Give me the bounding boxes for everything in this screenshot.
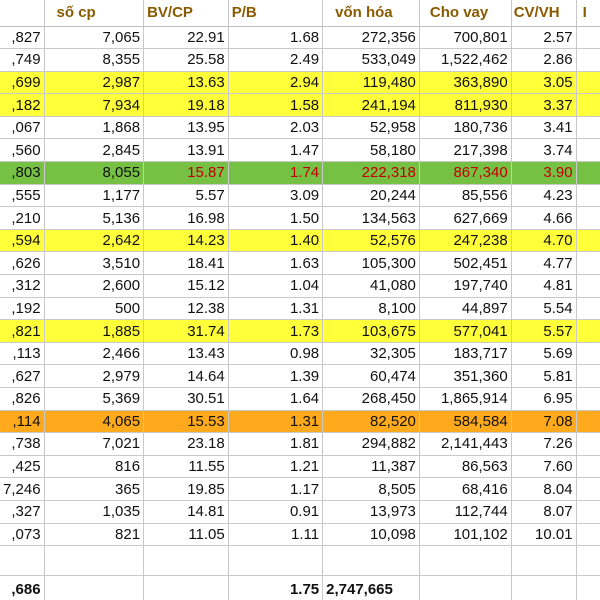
table-row (0, 433, 600, 456)
table-cell[interactable]: 2,845 (44, 139, 144, 162)
table-cell[interactable]: 5.54 (511, 297, 576, 320)
table-cell[interactable]: 247,238 (419, 229, 511, 252)
header-cell[interactable]: P/B (228, 0, 322, 26)
table-cell[interactable] (576, 49, 600, 72)
table-cell[interactable] (576, 162, 600, 185)
table-cell[interactable]: ,192 (0, 297, 44, 320)
table-cell[interactable] (576, 275, 600, 298)
table-cell[interactable]: 1.74 (228, 162, 322, 185)
table-cell[interactable]: 816 (44, 455, 144, 478)
table-cell[interactable]: 6.95 (511, 388, 576, 411)
table-cell[interactable]: 13,973 (323, 500, 420, 523)
table-cell[interactable]: 1.17 (228, 478, 322, 501)
table-cell[interactable] (576, 478, 600, 501)
table-cell[interactable]: ,555 (0, 184, 44, 207)
table-cell[interactable] (576, 523, 600, 546)
table-cell[interactable]: 13.43 (144, 342, 229, 365)
table-cell[interactable]: 1,868 (44, 116, 144, 139)
table-cell[interactable]: 11.05 (144, 523, 229, 546)
table-row (0, 162, 600, 185)
table-cell[interactable]: 2.94 (228, 71, 322, 94)
header-row (0, 0, 600, 26)
total-cell[interactable] (511, 576, 576, 600)
total-cell[interactable]: 2,747,665 (323, 576, 420, 600)
table-cell[interactable] (511, 546, 576, 576)
table-cell[interactable]: 12.38 (144, 297, 229, 320)
table-cell[interactable]: 1.58 (228, 94, 322, 117)
table-cell[interactable]: 16.98 (144, 207, 229, 230)
table-cell[interactable]: 533,049 (323, 49, 420, 72)
table-cell[interactable]: 577,041 (419, 320, 511, 343)
table-cell[interactable]: 68,416 (419, 478, 511, 501)
table-row (0, 523, 600, 546)
table-cell[interactable] (576, 252, 600, 275)
table-cell[interactable]: ,594 (0, 229, 44, 252)
table-cell[interactable]: 584,584 (419, 410, 511, 433)
table-cell[interactable]: 103,675 (323, 320, 420, 343)
table-cell[interactable]: 82,520 (323, 410, 420, 433)
table-cell[interactable] (576, 365, 600, 388)
table-cell[interactable]: 5.81 (511, 365, 576, 388)
table-cell[interactable] (0, 546, 44, 576)
table-cell[interactable]: 13.95 (144, 116, 229, 139)
table-cell[interactable]: 1.73 (228, 320, 322, 343)
table-cell[interactable]: 1.31 (228, 297, 322, 320)
total-cell[interactable] (576, 576, 600, 600)
table-cell[interactable] (576, 116, 600, 139)
table-cell[interactable] (576, 139, 600, 162)
table-cell[interactable]: 19.18 (144, 94, 229, 117)
table-cell[interactable] (576, 500, 600, 523)
table-cell[interactable]: 0.98 (228, 342, 322, 365)
table-cell[interactable]: 1.40 (228, 229, 322, 252)
table-cell[interactable] (576, 546, 600, 576)
table-cell[interactable]: 3.05 (511, 71, 576, 94)
table-cell[interactable]: 500 (44, 297, 144, 320)
table-cell[interactable] (144, 546, 229, 576)
table-cell[interactable]: 217,398 (419, 139, 511, 162)
table-cell[interactable]: 1.47 (228, 139, 322, 162)
table-cell[interactable]: 4,065 (44, 410, 144, 433)
table-cell[interactable] (576, 297, 600, 320)
table-cell[interactable]: ,312 (0, 275, 44, 298)
table-cell[interactable]: 2.49 (228, 49, 322, 72)
table-cell[interactable]: 502,451 (419, 252, 511, 275)
table-cell[interactable]: 268,450 (323, 388, 420, 411)
table-cell[interactable] (576, 320, 600, 343)
table-cell[interactable]: ,182 (0, 94, 44, 117)
table-cell[interactable]: 119,480 (323, 71, 420, 94)
table-row (0, 297, 600, 320)
table-cell[interactable]: 365 (44, 478, 144, 501)
table-cell[interactable]: 8,055 (44, 162, 144, 185)
table-cell[interactable]: 8,505 (323, 478, 420, 501)
table-cell[interactable] (576, 388, 600, 411)
table-cell[interactable]: ,210 (0, 207, 44, 230)
header-cell[interactable]: số cp (44, 0, 144, 26)
table-cell[interactable]: 1.64 (228, 388, 322, 411)
table-cell[interactable]: ,826 (0, 388, 44, 411)
header-cell[interactable]: vốn hóa (323, 0, 420, 26)
table-cell[interactable] (576, 26, 600, 49)
total-cell[interactable] (419, 576, 511, 600)
table-cell[interactable]: 8,355 (44, 49, 144, 72)
table-cell[interactable]: 3.41 (511, 116, 576, 139)
table-cell[interactable]: 52,958 (323, 116, 420, 139)
table-cell[interactable]: 8.04 (511, 478, 576, 501)
table-cell[interactable]: 1.11 (228, 523, 322, 546)
table-row (0, 500, 600, 523)
table-cell[interactable]: ,749 (0, 49, 44, 72)
table-row (0, 49, 600, 72)
table-cell[interactable]: 821 (44, 523, 144, 546)
table-cell[interactable]: ,114 (0, 410, 44, 433)
table-cell[interactable] (44, 546, 144, 576)
table-cell[interactable]: 1.31 (228, 410, 322, 433)
table-cell[interactable]: 2,642 (44, 229, 144, 252)
table-cell[interactable]: 7.60 (511, 455, 576, 478)
table-row (0, 26, 600, 49)
table-cell[interactable]: 1,177 (44, 184, 144, 207)
table-cell[interactable]: 112,744 (419, 500, 511, 523)
table-cell[interactable] (576, 342, 600, 365)
table-cell[interactable] (323, 546, 420, 576)
table-cell[interactable]: 32,305 (323, 342, 420, 365)
table-cell[interactable]: 5,369 (44, 388, 144, 411)
table-cell[interactable]: 2.03 (228, 116, 322, 139)
table-cell[interactable]: 44,897 (419, 297, 511, 320)
total-cell[interactable]: 1.75 (228, 576, 322, 600)
table-cell[interactable]: 183,717 (419, 342, 511, 365)
table-cell[interactable]: 14.64 (144, 365, 229, 388)
table-cell[interactable]: 3,510 (44, 252, 144, 275)
table-cell[interactable]: ,067 (0, 116, 44, 139)
table-cell[interactable]: 14.81 (144, 500, 229, 523)
table-cell[interactable]: 0.91 (228, 500, 322, 523)
table-cell[interactable]: 363,890 (419, 71, 511, 94)
table-cell[interactable]: 134,563 (323, 207, 420, 230)
table-row (0, 275, 600, 298)
table-cell[interactable]: 58,180 (323, 139, 420, 162)
table-cell[interactable]: 101,102 (419, 523, 511, 546)
table-cell[interactable]: 1.39 (228, 365, 322, 388)
table-cell[interactable] (576, 455, 600, 478)
table-row (0, 365, 600, 388)
header-cell[interactable] (0, 0, 44, 26)
table-cell[interactable]: ,560 (0, 139, 44, 162)
table-cell[interactable]: 1.21 (228, 455, 322, 478)
totals-row (0, 576, 600, 600)
table-row (0, 410, 600, 433)
table-row (0, 388, 600, 411)
table-row (0, 342, 600, 365)
table-cell[interactable]: 22.91 (144, 26, 229, 49)
table-row (0, 184, 600, 207)
table-cell[interactable]: 351,360 (419, 365, 511, 388)
table-row (0, 207, 600, 230)
table-cell[interactable]: 30.51 (144, 388, 229, 411)
header-cell[interactable]: BV/CP (144, 0, 229, 26)
table-cell[interactable]: 3.37 (511, 94, 576, 117)
table-cell[interactable]: 7,246 (0, 478, 44, 501)
table-cell[interactable]: 180,736 (419, 116, 511, 139)
table-cell[interactable]: 2,979 (44, 365, 144, 388)
table-cell[interactable]: 5.69 (511, 342, 576, 365)
table-cell[interactable]: 2,987 (44, 71, 144, 94)
table-cell[interactable]: ,073 (0, 523, 44, 546)
header-cell[interactable]: I (576, 0, 600, 26)
table-cell[interactable]: 13.91 (144, 139, 229, 162)
table-cell[interactable]: 867,340 (419, 162, 511, 185)
total-cell[interactable]: ,686 (0, 576, 44, 600)
table-cell[interactable]: 25.58 (144, 49, 229, 72)
table-cell[interactable]: 1,035 (44, 500, 144, 523)
table-cell[interactable]: 4.66 (511, 207, 576, 230)
table-cell[interactable]: ,699 (0, 71, 44, 94)
table-cell[interactable]: 3.90 (511, 162, 576, 185)
table-cell[interactable]: 4.77 (511, 252, 576, 275)
table-cell[interactable]: ,327 (0, 500, 44, 523)
table-cell[interactable]: 222,318 (323, 162, 420, 185)
table-cell[interactable]: 14.23 (144, 229, 229, 252)
table-cell[interactable] (228, 546, 322, 576)
table-cell[interactable]: 7.26 (511, 433, 576, 456)
table-cell[interactable] (576, 94, 600, 117)
table-cell[interactable]: 85,556 (419, 184, 511, 207)
table-cell[interactable]: 105,300 (323, 252, 420, 275)
header-cell[interactable]: Cho vay (419, 0, 511, 26)
table-cell[interactable]: 2.57 (511, 26, 576, 49)
table-cell[interactable]: 3.09 (228, 184, 322, 207)
table-row (0, 71, 600, 94)
table-cell[interactable]: 2,466 (44, 342, 144, 365)
total-cell[interactable] (44, 576, 144, 600)
table-cell[interactable]: 700,801 (419, 26, 511, 49)
table-row (0, 139, 600, 162)
table-cell[interactable]: 1.68 (228, 26, 322, 49)
table-cell[interactable]: 2.86 (511, 49, 576, 72)
table-cell[interactable]: 241,194 (323, 94, 420, 117)
table-row (0, 116, 600, 139)
table-cell[interactable]: 19.85 (144, 478, 229, 501)
table-cell[interactable]: 1.04 (228, 275, 322, 298)
table-cell[interactable] (576, 229, 600, 252)
table-cell[interactable]: 5.57 (511, 320, 576, 343)
table-cell[interactable]: 5.57 (144, 184, 229, 207)
table-cell[interactable]: 5,136 (44, 207, 144, 230)
table-cell[interactable]: ,827 (0, 26, 44, 49)
table-cell[interactable]: ,113 (0, 342, 44, 365)
table-cell[interactable]: 294,882 (323, 433, 420, 456)
table-cell[interactable]: 60,474 (323, 365, 420, 388)
table-cell[interactable] (419, 546, 511, 576)
table-cell[interactable]: 52,576 (323, 229, 420, 252)
table-row (0, 478, 600, 501)
spacer-row (0, 546, 600, 576)
table-cell[interactable]: 1,885 (44, 320, 144, 343)
table-cell[interactable]: 11.55 (144, 455, 229, 478)
table-cell[interactable]: 1,865,914 (419, 388, 511, 411)
table-cell[interactable]: 8,100 (323, 297, 420, 320)
table-cell[interactable]: 272,356 (323, 26, 420, 49)
table-cell[interactable]: 1,522,462 (419, 49, 511, 72)
table-cell[interactable]: 86,563 (419, 455, 511, 478)
table-cell[interactable] (576, 71, 600, 94)
table-cell[interactable]: 4.23 (511, 184, 576, 207)
table-row (0, 229, 600, 252)
table-cell[interactable]: 2,600 (44, 275, 144, 298)
header-cell[interactable]: CV/VH (511, 0, 576, 26)
table-cell[interactable]: 15.53 (144, 410, 229, 433)
table-cell[interactable]: 197,740 (419, 275, 511, 298)
table-cell[interactable]: 7,934 (44, 94, 144, 117)
table-cell[interactable]: 2,141,443 (419, 433, 511, 456)
table-cell[interactable]: 10.01 (511, 523, 576, 546)
table-cell[interactable]: 11,387 (323, 455, 420, 478)
table-cell[interactable]: 23.18 (144, 433, 229, 456)
table-cell[interactable]: 7,065 (44, 26, 144, 49)
table-cell[interactable]: ,738 (0, 433, 44, 456)
table-row (0, 320, 600, 343)
table-cell[interactable]: ,821 (0, 320, 44, 343)
table-cell[interactable] (576, 184, 600, 207)
table-cell[interactable]: 627,669 (419, 207, 511, 230)
table-cell[interactable]: 811,930 (419, 94, 511, 117)
table-cell[interactable]: ,803 (0, 162, 44, 185)
total-cell[interactable] (144, 576, 229, 600)
table-cell[interactable]: 10,098 (323, 523, 420, 546)
table-cell[interactable]: 7.08 (511, 410, 576, 433)
table-cell[interactable]: 13.63 (144, 71, 229, 94)
table-cell[interactable]: 4.81 (511, 275, 576, 298)
table-cell[interactable] (576, 410, 600, 433)
table-cell[interactable]: 3.74 (511, 139, 576, 162)
table-cell[interactable]: 15.12 (144, 275, 229, 298)
table-cell[interactable]: 8.07 (511, 500, 576, 523)
table-cell[interactable]: 15.87 (144, 162, 229, 185)
table-cell[interactable]: 18.41 (144, 252, 229, 275)
table-cell[interactable]: 1.81 (228, 433, 322, 456)
table-cell[interactable] (576, 433, 600, 456)
table-cell[interactable]: 20,244 (323, 184, 420, 207)
table-cell[interactable]: 1.63 (228, 252, 322, 275)
table-cell[interactable]: 4.70 (511, 229, 576, 252)
table-row (0, 455, 600, 478)
table-row (0, 252, 600, 275)
table-cell[interactable]: 31.74 (144, 320, 229, 343)
table-cell[interactable]: ,626 (0, 252, 44, 275)
table-cell[interactable]: 7,021 (44, 433, 144, 456)
table-row (0, 94, 600, 117)
table-cell[interactable]: 41,080 (323, 275, 420, 298)
table-cell[interactable]: ,627 (0, 365, 44, 388)
table-cell[interactable]: 1.50 (228, 207, 322, 230)
table-cell[interactable]: ,425 (0, 455, 44, 478)
table-cell[interactable] (576, 207, 600, 230)
